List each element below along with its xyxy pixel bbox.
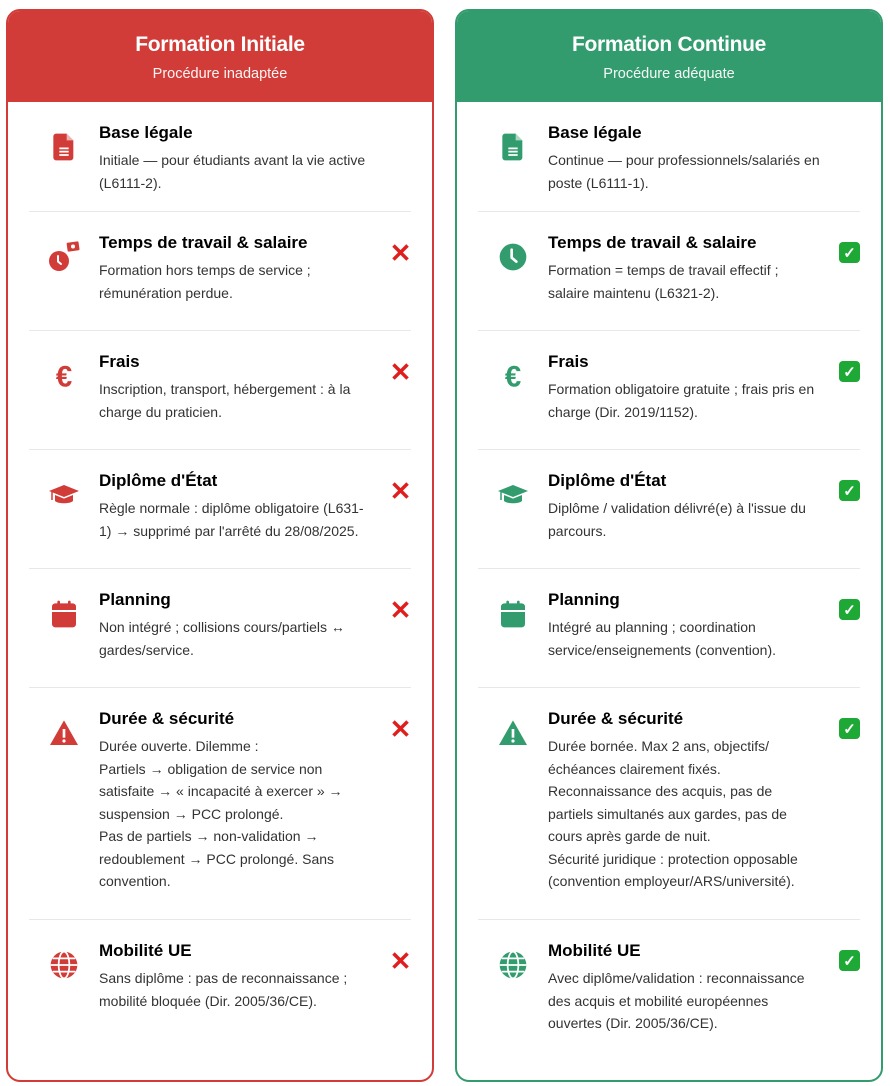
criterion-row: [29, 102, 411, 212]
criterion-row: [29, 212, 411, 331]
cross-icon: ✕: [389, 945, 412, 976]
criterion-description: Inscription, transport, hébergement : à la charge du praticien.: [99, 381, 351, 420]
card-title: Formation Continue: [571, 33, 767, 56]
criterion-row: [29, 569, 411, 688]
warning-icon: [29, 708, 99, 901]
criterion-title: Base légale: [99, 123, 193, 142]
card-header: [457, 11, 881, 102]
svg-text:€: €: [55, 360, 73, 392]
cross-icon: ✕: [389, 713, 412, 744]
criterion-description: Formation = temps de travail effectif ; salaire maintenu (L6321-2).: [548, 262, 779, 301]
criterion-title: Frais: [99, 352, 140, 371]
check-icon: ✓: [839, 599, 860, 620]
criterion-description: Intégré au planning ; coordination service/enseignements (convention).: [548, 619, 777, 658]
criterion-title: Diplôme d'État: [548, 471, 667, 490]
criterion-description: Durée bornée. Max 2 ans, objectifs/ échéances clairement fixés. Reconnaissance des acquis, pas de partiels simultanés aux gardes, pas de cours après garde de nuit. Sécurité juridique : protection opposable (convention employeur/ARS/université).: [548, 738, 798, 889]
criterion-row: [29, 688, 411, 920]
criterion-title: Mobilité UE: [548, 941, 641, 960]
criterion-body: [99, 351, 411, 431]
criterion-title: Frais: [548, 352, 589, 371]
criterion-title: Mobilité UE: [99, 941, 192, 960]
criterion-description: Diplôme / validation délivré(e) à l'issue du parcours.: [548, 500, 806, 539]
card-subtitle: Procédure adéquate: [603, 66, 735, 82]
criterion-body: [548, 122, 860, 193]
criterion-title: Temps de travail & salaire: [548, 233, 757, 252]
criterion-body: [99, 940, 411, 1021]
cross-icon: ✕: [389, 356, 412, 387]
criterion-row: [478, 569, 860, 688]
criterion-title: Planning: [99, 590, 171, 609]
criterion-body: [548, 589, 860, 669]
criterion-body: [548, 940, 860, 1031]
criterion-body: [548, 232, 860, 312]
euro-icon: [29, 351, 99, 431]
svg-text:€: €: [504, 360, 522, 392]
document-icon: [478, 122, 548, 193]
check-icon: ✓: [839, 950, 860, 971]
document-icon: [29, 122, 99, 193]
criterion-row: [478, 920, 860, 1039]
criterion-row: [29, 920, 411, 1039]
criterion-title: Temps de travail & salaire: [99, 233, 308, 252]
calendar-icon: [478, 589, 548, 669]
cross-icon: ✕: [389, 237, 412, 268]
criterion-body: [99, 470, 411, 550]
criterion-body: [99, 708, 411, 901]
warning-icon: [478, 708, 548, 901]
card-subtitle: Procédure inadaptée: [152, 66, 288, 82]
criterion-row: [478, 102, 860, 212]
euro-icon: [478, 351, 548, 431]
card-title: Formation Initiale: [135, 33, 305, 56]
criterion-description: Avec diplôme/validation : reconnaissance des acquis et mobilité européennes ouvertes (Dir. 2005/36/CE).: [548, 970, 805, 1031]
criterion-row: [478, 212, 860, 331]
formation-continue-card: [455, 9, 883, 1082]
check-icon: ✓: [839, 361, 860, 382]
criterion-body: [99, 122, 411, 193]
criterion-body: [99, 589, 411, 669]
criterion-row: [478, 688, 860, 920]
criterion-row: [478, 331, 860, 450]
formation-initiale-card: [6, 9, 434, 1082]
cross-icon: ✕: [389, 475, 412, 506]
criterion-description: Formation obligatoire gratuite ; frais pris en charge (Dir. 2019/1152).: [548, 381, 815, 420]
criterion-description: Règle normale : diplôme obligatoire (L631-1) → supprimé par l'arrêté du 28/08/2025.: [99, 500, 364, 539]
clock-money-icon: [29, 232, 99, 312]
criterion-title: Base légale: [548, 123, 642, 142]
criterion-description: Durée ouverte. Dilemme : Partiels → obligation de service non satisfaite → « incapacité à exercer » → suspension → PCC prolongé. Pas de partiels → non-validation → redoublement → PCC prolongé. Sans convention.: [99, 738, 343, 889]
criterion-description: Continue — pour professionnels/salariés en poste (L6111-1).: [548, 152, 820, 191]
cross-icon: ✕: [389, 594, 412, 625]
criterion-description: Sans diplôme : pas de reconnaissance ; mobilité bloquée (Dir. 2005/36/CE).: [99, 970, 348, 1009]
criterion-description: Non intégré ; collisions cours/partiels ↔ gardes/service.: [99, 619, 345, 658]
criterion-row: [478, 450, 860, 569]
criterion-row: [29, 450, 411, 569]
globe-icon: [29, 940, 99, 1021]
globe-icon: [478, 940, 548, 1021]
graduation-cap-icon: [29, 470, 99, 550]
check-icon: ✓: [839, 242, 860, 263]
criterion-title: Diplôme d'État: [99, 471, 218, 490]
check-icon: ✓: [839, 718, 860, 739]
criterion-description: Formation hors temps de service ; rémunération perdue.: [99, 262, 311, 301]
graduation-cap-icon: [478, 470, 548, 550]
criterion-description: Initiale — pour étudiants avant la vie active (L6111-2).: [99, 152, 366, 191]
criterion-body: [99, 232, 411, 312]
card-header: [8, 11, 432, 102]
check-icon: ✓: [839, 480, 860, 501]
criterion-title: Durée & sécurité: [99, 709, 235, 728]
criterion-title: Planning: [548, 590, 620, 609]
clock-icon: [478, 232, 548, 312]
calendar-icon: [29, 589, 99, 669]
criterion-body: [548, 351, 860, 431]
criterion-title: Durée & sécurité: [548, 709, 684, 728]
criterion-body: [548, 470, 860, 550]
criterion-body: [548, 708, 860, 901]
criterion-row: [29, 331, 411, 450]
